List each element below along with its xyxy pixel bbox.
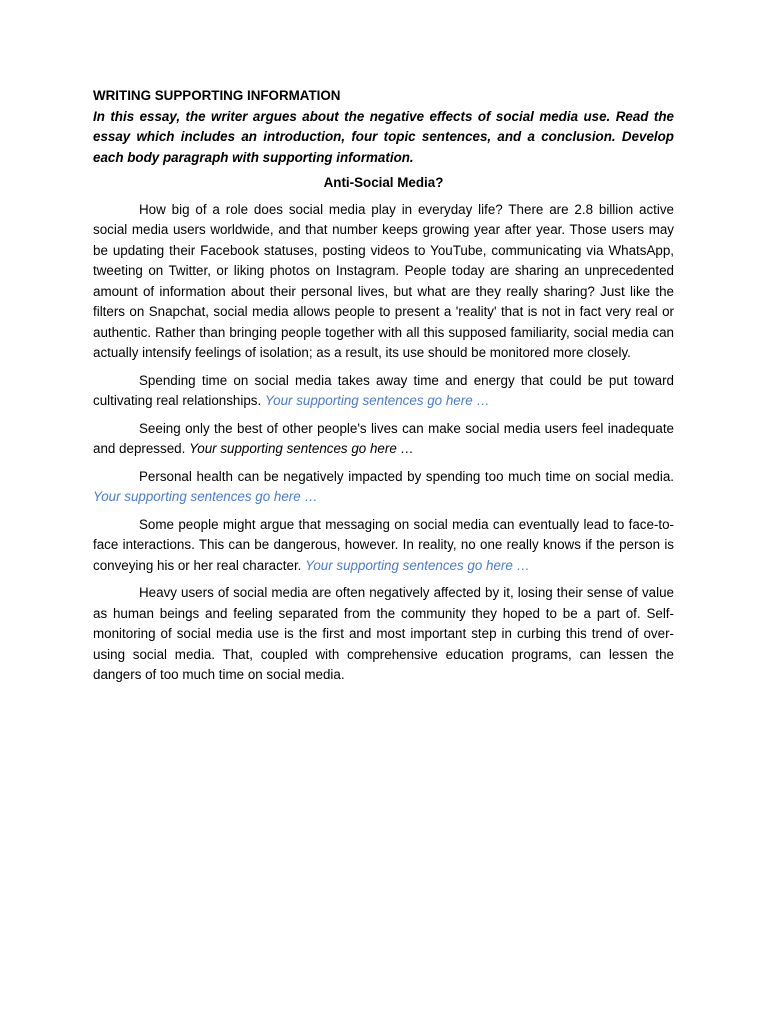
document-heading: WRITING SUPPORTING INFORMATION [93, 88, 341, 103]
body-paragraph-4 [93, 515, 674, 577]
body-paragraph-2 [93, 419, 674, 460]
supporting-placeholder: Your supporting sentences go here … [93, 489, 318, 504]
introduction-paragraph [93, 200, 674, 364]
paragraph-text: How big of a role does social media play in everyday life? There are 2.8 billion active social media users worldwide, and that number keeps growing year after year. Those users may be updating their Facebook statuses, posting videos to YouTube, communicating via WhatsApp, tweeting on Twitter, or liking photos on Instagram. People today are sharing an unprecedented amount of information about their personal lives, but what are they really sharing? Just like the filters on Snapchat, social media allows people to present a 'reality' that is not in fact very real or authentic. Rather than bringing people together with all this supposed familiarity, social media can actually intensify feelings of isolation; as a result, its use should be monitored more closely. [93, 201, 674, 360]
conclusion-paragraph [93, 583, 674, 686]
essay-title: Anti-Social Media? [323, 175, 444, 190]
topic-sentence: Personal health can be negatively impacted by spending too much time on social media. [139, 468, 674, 484]
topic-sentence: Spending time on social media takes away time and energy that could be put toward cultivating real relationships. [93, 372, 674, 408]
topic-sentence: Seeing only the best of other people's lives can make social media users feel inadequate and depressed. [93, 420, 674, 456]
body-paragraph-1 [93, 371, 674, 412]
instructions: In this essay, the writer argues about the negative effects of social media use. Read the essay which includes an introduction, four topic sentences, and a conclusion. Develop each body paragraph with supporting information. [93, 108, 674, 165]
topic-sentence: Some people might argue that messaging on social media can eventually lead to face-to-face interactions. This can be dangerous, however. In reality, no one really knows if the person is conveying his or her real character. [93, 516, 674, 573]
body-paragraph-3 [93, 467, 674, 508]
supporting-placeholder: Your supporting sentences go here … [264, 393, 490, 408]
supporting-placeholder: Your supporting sentences go here … [305, 557, 530, 573]
supporting-placeholder: Your supporting sentences go here … [189, 441, 414, 456]
paragraph-text: Heavy users of social media are often negatively affected by it, losing their sense of value as human beings and feeling separated from the community they hoped to be a part of. Self-monitoring of social media use is the first and most important step in curbing this trend of over-using social media. That, coupled with comprehensive education programs, can lessen the dangers of too much time on social media. [93, 585, 674, 682]
document-page [93, 86, 674, 693]
